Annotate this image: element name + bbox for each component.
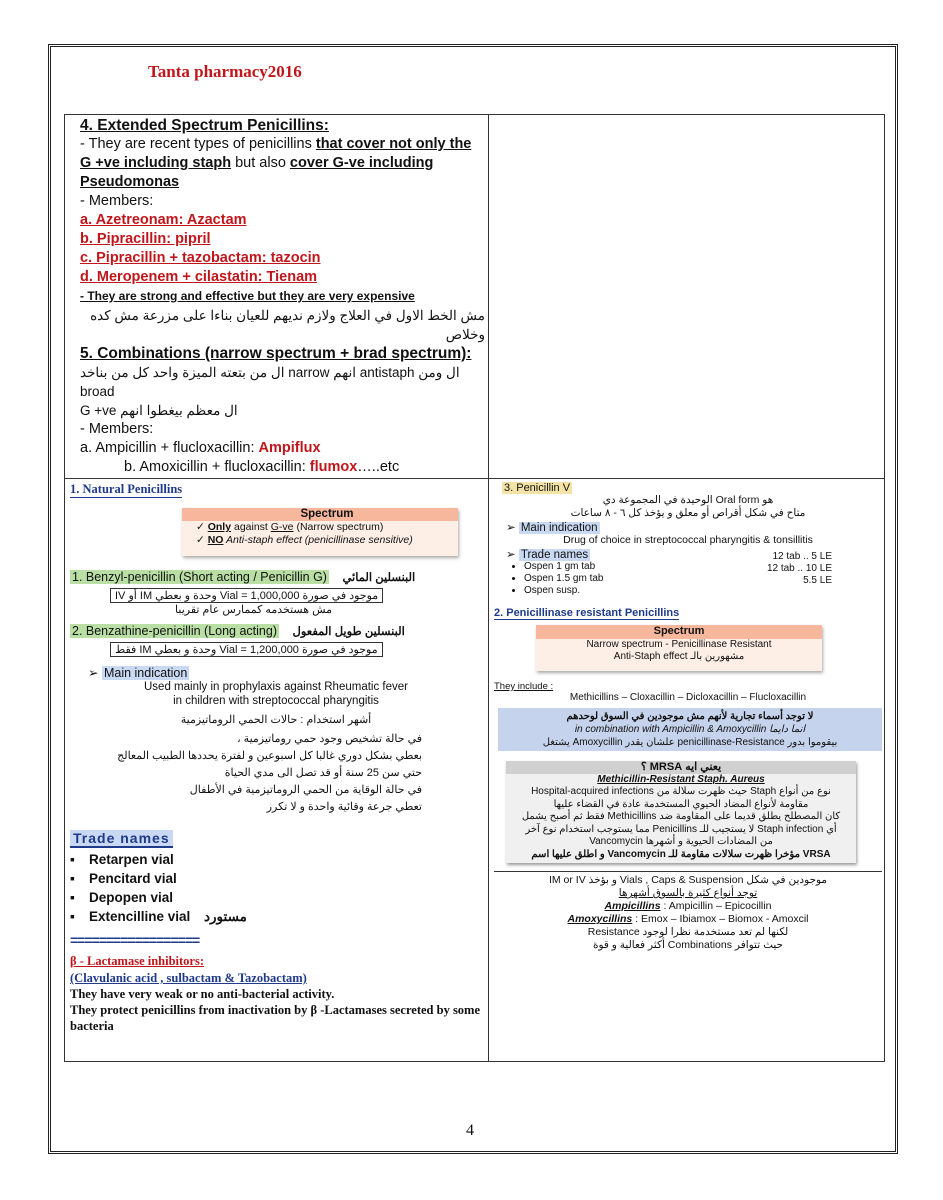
page-number: 4 bbox=[466, 1122, 474, 1139]
column-divider bbox=[488, 114, 489, 1062]
spectrum-box bbox=[182, 508, 458, 556]
include-label: They include : bbox=[494, 681, 554, 692]
spec-text: (Narrow spectrum) bbox=[293, 521, 384, 533]
member-item: a. Azetreonam: Azactam bbox=[80, 212, 247, 228]
drug-form-box: موجود في صورة Vial = 1,200,000 وحدة و بعطي IM فقط bbox=[110, 642, 383, 657]
class-label: Ampicillins bbox=[604, 900, 661, 912]
natural-penicillins-title: 1. Natural Penicillins bbox=[70, 482, 183, 496]
section-4-heading: 4. Extended Spectrum Penicillins: bbox=[80, 117, 329, 134]
arabic-line: هو Oral form الوحيدة في المجموعة دي bbox=[602, 494, 774, 506]
page-header-title: Tanta pharmacy2016 bbox=[148, 62, 302, 81]
spectrum-line-2: ✓ NO Anti-staph effect (penicillinase sensitive) bbox=[196, 534, 413, 546]
mrsa-line: مقاومة لأنواع المضاد الحيوي المستخدمة عادة في القضاء عليها bbox=[553, 798, 809, 810]
penicillin-v-title bbox=[502, 482, 882, 494]
section-5-heading: 5. Combinations (narrow spectrum + brad spectrum): bbox=[80, 345, 472, 362]
brand-name: flumox bbox=[309, 459, 358, 475]
arabic-line: حتي سن 25 سنة أو قد تصل الى مدي الحياة bbox=[224, 767, 422, 779]
expense-note: - They are strong and effective but they are very expensive bbox=[80, 289, 415, 303]
divider bbox=[494, 871, 882, 872]
member-item: c. Pipracillin + tazobactam: tazocin bbox=[80, 250, 321, 266]
list-item bbox=[70, 907, 482, 926]
box-line: انما دايما in combination with Ampicillin & Amoxycillin bbox=[574, 724, 806, 735]
row-divider bbox=[64, 478, 885, 479]
mrsa-line: من المضادات الحيوية و أشهرها Vancomycin bbox=[589, 836, 773, 847]
arabic-line: تعطي جرعة وقائية واحدة و لا تكرر bbox=[266, 801, 422, 813]
members-label: - Members: bbox=[80, 421, 154, 437]
mrsa-line: نوع من أنواع Staph حيث ظهرت سلالة من Hospital-acquired infections bbox=[531, 786, 831, 797]
trade-name: Extencilline vial bbox=[88, 909, 191, 924]
benzyl-penicillin bbox=[70, 570, 482, 584]
spectrum-box bbox=[536, 625, 822, 671]
brand-list: : Emox – Ibiamox – Biomox - Amoxcil bbox=[632, 913, 809, 925]
spec-text: G-ve bbox=[270, 521, 294, 533]
indication-text: Drug of choice in streptococcal pharyngitis & tonsillitis bbox=[563, 534, 813, 546]
spec-emphasis: Only bbox=[207, 521, 232, 533]
bl-text: They have very weak or no anti-bacterial activity. bbox=[70, 987, 335, 1001]
bl-text: They protect penicillins from inactivation by β -Lactamases secreted by some bacteria bbox=[70, 1003, 481, 1033]
spectrum-title: Spectrum bbox=[300, 508, 354, 520]
section-title: 3. Penicillin V bbox=[504, 482, 571, 494]
combination-text: a. Ampicillin + flucloxacillin: bbox=[80, 440, 259, 456]
arabic-line: في حالة الوقاية من الحمي الروماتيزمية في الأطفال bbox=[189, 784, 422, 796]
arabic-note: ال ومن antistaph انهم narrow ال من بتعته الميزة واحد كل من بناخد broad bbox=[80, 365, 460, 399]
box-line: بيقوموا بدور penicillinase-Resistance علشان يقدر Amoxycillin يشتغل bbox=[542, 737, 838, 748]
box-line: لا توجد أسماء تجارية لأنهم مش موجودين في السوق لوحدهم bbox=[566, 711, 814, 722]
combination-note-box bbox=[498, 708, 882, 751]
penicillinase-resistant-title bbox=[494, 607, 882, 619]
members-label: - Members: bbox=[80, 193, 154, 209]
price: 5.5 LE bbox=[803, 575, 832, 586]
combination-text: b. Amoxicillin + flucloxacillin: bbox=[124, 459, 310, 475]
ampicillins-line bbox=[494, 900, 882, 913]
trade-list bbox=[70, 850, 482, 926]
list-item: • Ospen 1.5 gm tab bbox=[524, 573, 882, 585]
mrsa-line: أي Staph infection لا يستجيب للـ Penicillins مما يستوجب استخدام نوع آخر bbox=[525, 823, 837, 835]
intro-emphasis: cover G-ve including Pseudomonas bbox=[80, 155, 434, 190]
list-item: • Ospen susp. bbox=[524, 585, 882, 597]
list-item: ▪ Depopen vial bbox=[70, 888, 482, 907]
price: 12 tab .. 10 LE bbox=[766, 563, 832, 574]
forms-line: لكنها لم تعد مستخدمة نظرا لوجود Resistance bbox=[587, 926, 789, 938]
drug-form bbox=[110, 588, 482, 603]
mrsa-box bbox=[506, 761, 856, 863]
extended-spectrum-section bbox=[80, 116, 485, 477]
trade-names bbox=[70, 830, 482, 926]
intro-emphasis: that cover not only the G +ve including staph bbox=[80, 136, 472, 171]
benzathine-penicillin bbox=[70, 624, 482, 638]
forms-line: حيث تتوافر Combinations أكثر فعالية و قوة bbox=[592, 939, 784, 951]
forms-line: توجد أنواع كثيرة بالسوق أشهرها bbox=[618, 887, 758, 899]
right-column bbox=[494, 482, 882, 952]
spec-text: against bbox=[231, 521, 271, 533]
bl-title: β - Lactamase inhibitors: bbox=[70, 954, 205, 968]
member-item: d. Meropenem + cilastatin: Tienam bbox=[80, 269, 318, 285]
combination-item bbox=[80, 458, 485, 477]
brand-list: : Ampicillin – Epicocillin bbox=[660, 900, 772, 912]
list-item: • Ospen 1 gm tab bbox=[524, 561, 882, 573]
mrsa-title: يعني ايه MRSA ؟ bbox=[506, 761, 856, 774]
forms-line: موجودين في شكل Vials , Caps & Suspension و بؤخذ IM or IV bbox=[548, 874, 828, 886]
section-4-intro bbox=[80, 135, 485, 192]
arabic-line: بعطي بشكل دوري غالبا كل اسبوعين و لفترة يحددها الطبيب المعالج bbox=[117, 750, 422, 762]
arabic-line: في حالة تشخيص وجود حمي روماتيزمية ، bbox=[237, 733, 422, 745]
mrsa-line: VRSA مؤخرا ظهرت سلالات مقاومة للـ Vancomycin و اطلق عليها اسم bbox=[531, 848, 831, 860]
drug-name-arabic: البنسلين المائي bbox=[342, 572, 416, 584]
main-indication: ➢ Main indication bbox=[506, 522, 598, 534]
mrsa-line: كان المصطلح يطلق قديما على المقاومة ضد Methicillins فقط ثم أصبح يشمل bbox=[521, 811, 841, 822]
drug-name: 2. Benzathine-penicillin (Long acting) bbox=[72, 624, 277, 638]
main-indication: ➢ Main indication bbox=[88, 666, 188, 680]
beta-lactamase-inhibitors bbox=[70, 954, 482, 1034]
spectrum-line-1: ✓ Only against G-ve (Narrow spectrum) bbox=[196, 521, 384, 533]
main-indication-label: Main indication bbox=[103, 666, 188, 680]
include-list: Methicillins – Cloxacillin – Dicloxacillin – Flucloxacillin bbox=[569, 692, 807, 703]
bl-subtitle: (Clavulanic acid , sulbactam & Tazobactam) bbox=[70, 971, 307, 985]
drug-name-arabic: البنسلين طويل المفعول bbox=[292, 626, 405, 638]
spectrum-title: Spectrum bbox=[536, 625, 822, 637]
price: 12 tab .. 5 LE bbox=[772, 551, 832, 562]
intro-text: - They are recent types of penicillins bbox=[80, 136, 316, 152]
drug-note: مش هستخدمه كممارس عام تقريبا bbox=[175, 604, 332, 616]
list-item: ▪ Pencitard vial bbox=[70, 869, 482, 888]
mrsa-definition: Methicillin-Resistant Staph. Aureus bbox=[597, 773, 765, 785]
drug-form bbox=[110, 642, 482, 657]
list-item: ▪ Retarpen vial bbox=[70, 850, 482, 869]
arabic-note: مش الخط الاول في العلاج ولازم نديهم للعيان بناءا على مزرعة مش كده وخلاص bbox=[90, 308, 485, 342]
price-list bbox=[767, 551, 832, 587]
trade-names-title: Trade names bbox=[70, 830, 173, 848]
member-item: b. Pipracillin: pipril bbox=[80, 231, 211, 247]
spectrum-line: Anti-Staph effect مشهورين بالـ bbox=[613, 651, 745, 662]
brand-name: Ampiflux bbox=[258, 440, 321, 456]
drug-name: 1. Benzyl-penicillin (Short acting / Penicillin G) bbox=[72, 570, 327, 584]
class-label: Amoxycillins bbox=[567, 913, 633, 925]
drug-form-box: موجود في صورة Vial = 1,000,000 وحدة و بعطي IM أو IV bbox=[110, 588, 383, 603]
arabic-line: متاح في شكل أقراص أو معلق و يؤخذ كل ٦ - ٨ ساعات bbox=[570, 507, 806, 519]
etc-text: …..etc bbox=[357, 459, 400, 475]
spec-emphasis: NO bbox=[207, 534, 224, 546]
trade-names-title: Trade names bbox=[520, 549, 589, 561]
arabic-note: ال معظم بيغطوا انهم G +ve bbox=[80, 403, 238, 418]
amoxycillins-line bbox=[494, 913, 882, 926]
indication-text bbox=[70, 680, 482, 708]
main-indication-label: Main indication bbox=[520, 522, 598, 534]
combination-item bbox=[80, 439, 485, 458]
spectrum-line: Narrow spectrum - Penicillinase Resistant bbox=[586, 639, 772, 650]
imported-label: مستورد bbox=[204, 909, 247, 924]
natural-penicillins-section bbox=[70, 482, 482, 1034]
indication-line: Used mainly in prophylaxis against Rheumatic fever bbox=[144, 681, 408, 693]
separator-line: ================== bbox=[70, 932, 200, 948]
section-title: 2. Penicillinase resistant Penicillins bbox=[494, 607, 680, 619]
spec-text: Anti-staph effect (penicillinase sensitive) bbox=[223, 534, 413, 546]
indication-line: in children with streptococcal pharyngitis bbox=[173, 695, 379, 707]
trade-names-label: ➢ Trade names bbox=[506, 549, 589, 561]
arabic-common-use: أشهر استخدام : حالات الحمي الروماتيزمية bbox=[180, 714, 372, 726]
intro-text: but also bbox=[231, 155, 290, 171]
